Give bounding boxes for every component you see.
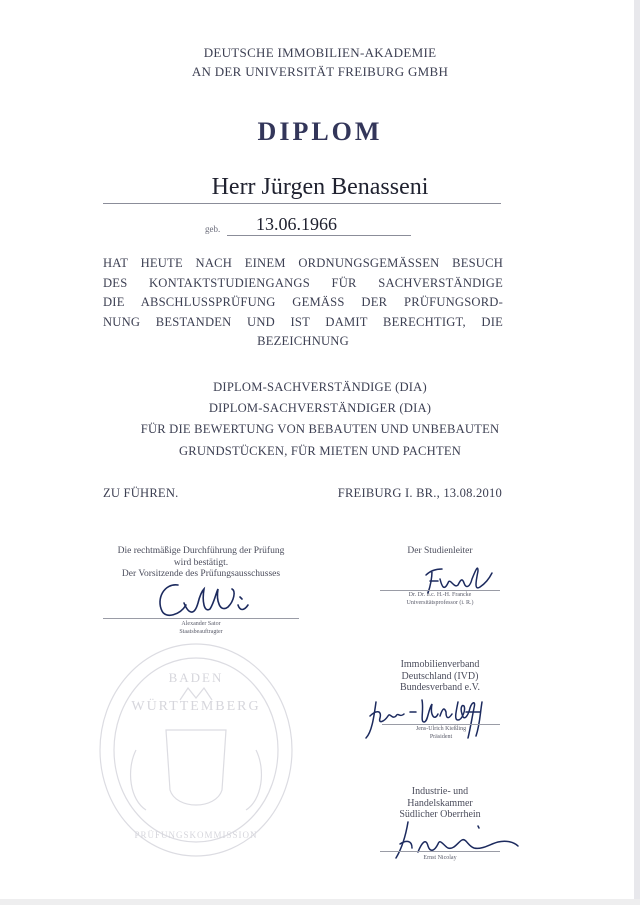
embossed-seal: [96, 640, 296, 860]
body-line-5: BEZEICHNUNG: [257, 334, 349, 349]
exam-line-1: Die rechtmäßige Durchführung der Prüfung: [117, 546, 285, 556]
institution-line-1: DEUTSCHE IMMOBILIEN-AKADEMIE: [203, 45, 437, 60]
born-date: 13.06.1966: [256, 214, 337, 234]
exam-chair-role: Staatsbeauftragter: [179, 628, 223, 635]
exam-confirmation: [103, 546, 299, 581]
director-caption: [378, 592, 502, 607]
ivd-line-3: Bundesverband e.V.: [399, 682, 481, 693]
ihk-signature-line: [380, 851, 500, 852]
ivd-caption: [382, 726, 500, 741]
ivd-line-2: Deutschland (IVD): [401, 670, 479, 682]
ivd-signature-line: [382, 724, 500, 725]
ivd-heading: [378, 659, 502, 694]
director-heading: Der Studienleiter: [407, 546, 473, 556]
born-date-underline: [227, 235, 411, 236]
director-signature-line: [380, 590, 500, 591]
ivd-signer-role: Präsident: [429, 733, 453, 740]
institution-line-2: AN DER UNIVERSITÄT FREIBURG GMBH: [191, 64, 449, 79]
body-line-4: NUNG BESTANDEN UND IST DAMIT BERECHTIGT, DIE: [103, 314, 503, 329]
designation-line-2: DIPLOM-SACHVERSTÄNDIGER (DIA): [208, 401, 432, 415]
ihk-line-3: Südlicher Oberrhein: [399, 809, 481, 820]
place-date: FREIBURG I. BR., 13.08.2010: [337, 486, 502, 500]
ihk-line-2: Handelskammer: [407, 797, 473, 809]
ivd-line-1: Immobilienverband: [400, 659, 480, 670]
seal-text-mid: WÜRTTEMBERG: [131, 699, 261, 714]
exam-signature-line: [103, 618, 299, 619]
exam-chair-name: Alexander Sator: [181, 621, 221, 627]
body-line-1: HAT HEUTE NACH EINEM ORDNUNGSGEMÄSSEN BESUCH: [103, 256, 503, 270]
body-line-3: DIE ABSCHLUSSPRÜFUNG GEMÄSS DER PRÜFUNGSORD-: [103, 295, 503, 310]
recipient-name: Herr Jürgen Benasseni: [211, 174, 429, 200]
ihk-heading: [378, 786, 502, 821]
exam-line-3: Der Vorsitzende des Prüfungsausschusses: [121, 569, 281, 579]
director-name: Dr. Dr. h.c. H.-H. Francke: [408, 592, 472, 598]
seal-text-bottom: PRÜFUNGSKOMMISSION: [134, 830, 258, 840]
body-text: [103, 254, 503, 352]
exam-chair-caption: [103, 621, 299, 636]
ihk-line-1: Industrie- und: [411, 786, 469, 797]
closing-left: ZU FÜHREN.: [103, 486, 179, 500]
designation-line-1: DIPLOM-SACHVERSTÄNDIGE (DIA): [213, 380, 427, 394]
born-label: geb.: [205, 224, 221, 234]
director-role: Universitätsprofessor (i. R.): [406, 599, 474, 606]
designation-line-4: GRUNDSTÜCKEN, FÜR MIETEN UND PACHTEN: [178, 444, 462, 458]
scan-edge-bottom: [0, 899, 640, 905]
ihk-signer-name: Ernst Nicolay: [423, 855, 457, 861]
diploma-title: DIPLOM: [257, 117, 383, 146]
body-line-2: DES KONTAKTSTUDIENGANGS FÜR SACHVERSTÄNDIGE: [103, 275, 503, 290]
ivd-signer-name: Jens-Ulrich Kießling: [415, 726, 467, 732]
designation-line-3: FÜR DIE BEWERTUNG VON BEBAUTEN UND UNBEBAUTEN: [140, 422, 500, 436]
seal-text-top: BADEN: [168, 670, 224, 685]
exam-chair-signature: [150, 577, 260, 622]
exam-line-2: wird bestätigt.: [173, 557, 229, 568]
name-underline: [103, 203, 501, 204]
